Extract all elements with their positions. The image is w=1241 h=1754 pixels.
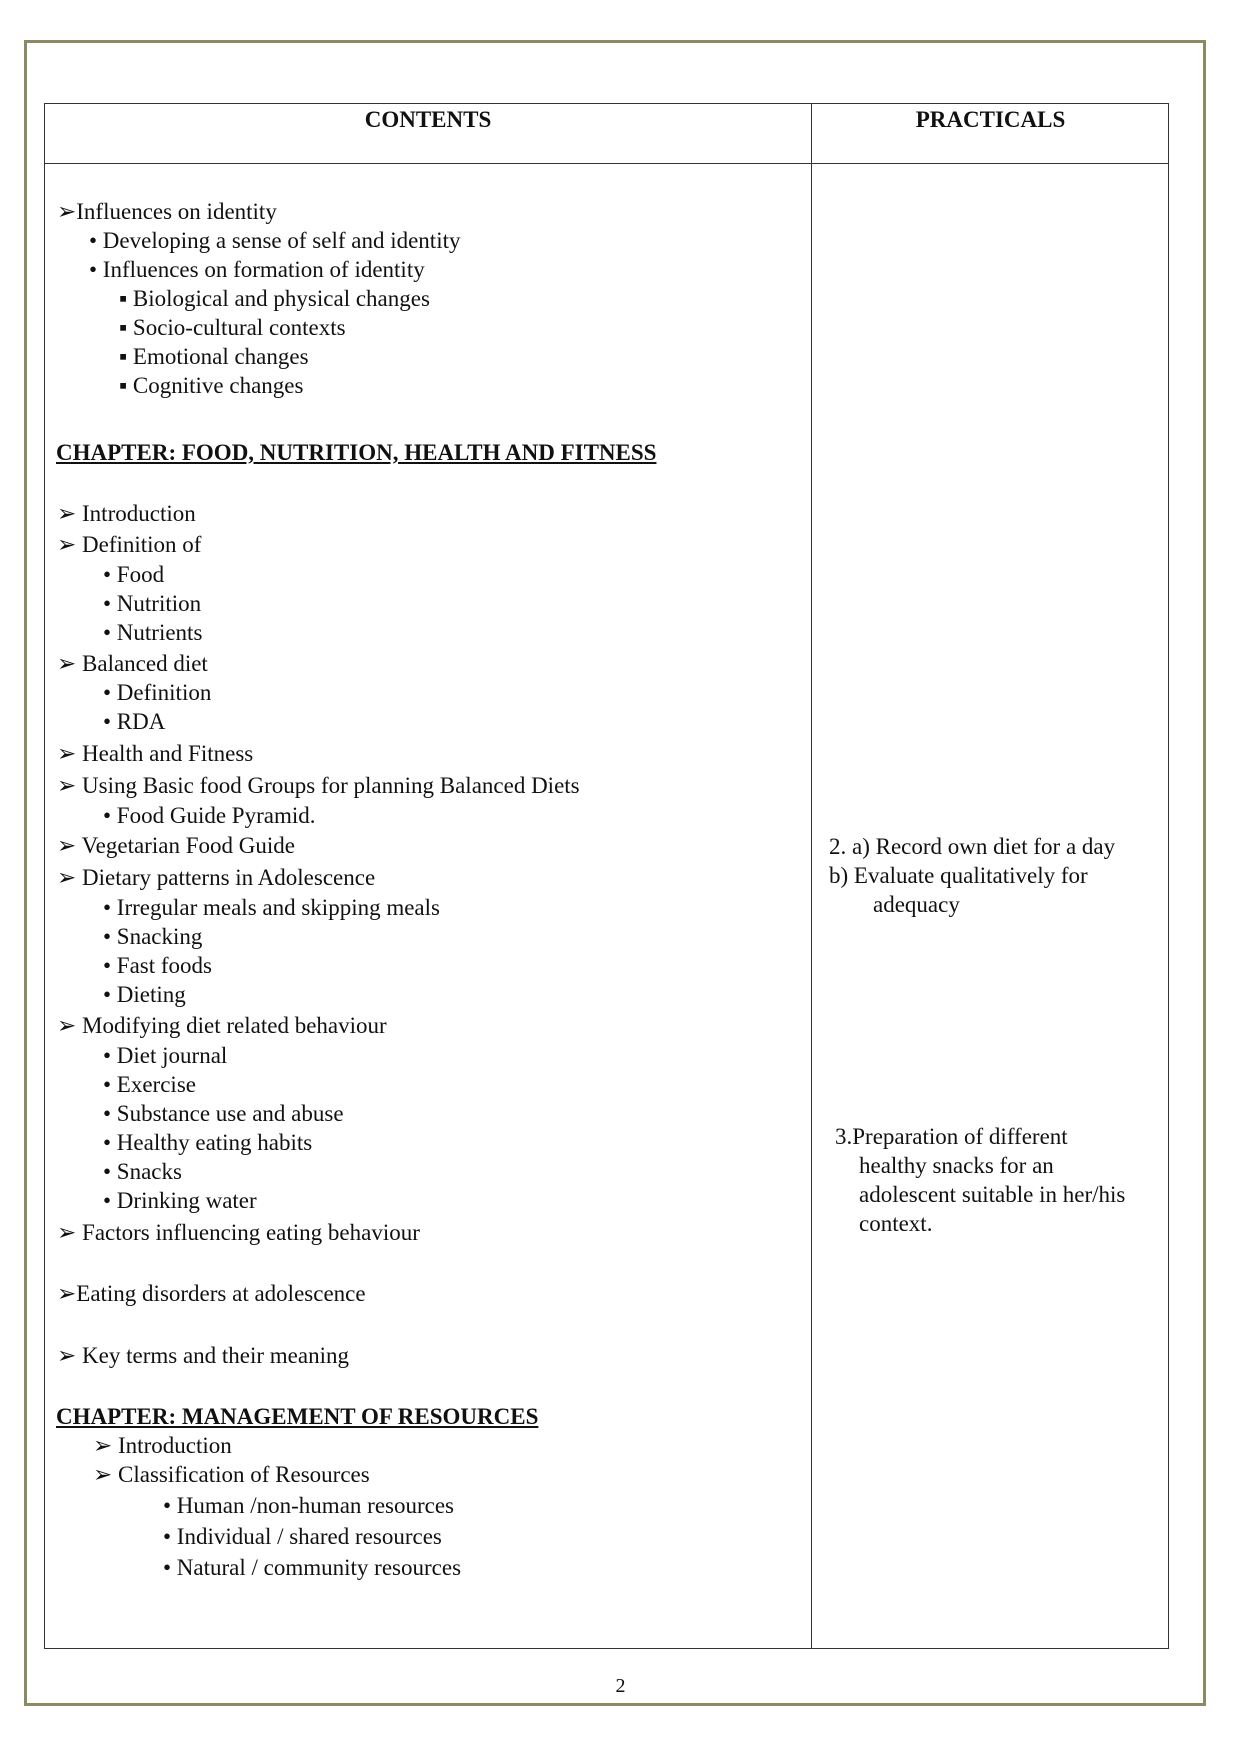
topic-item: ➢ Definition of	[57, 532, 202, 557]
topic-item: ➢ Balanced diet	[57, 651, 208, 676]
practical-3-line: healthy snacks for an	[859, 1153, 1054, 1178]
sub-item: • Healthy eating habits	[103, 1130, 313, 1155]
topic-item: ➢ Factors influencing eating behaviour	[57, 1220, 420, 1245]
sub-item: • Food	[103, 562, 165, 587]
sub-item: • Nutrition	[103, 591, 202, 616]
topic-item: ➢ Introduction	[57, 501, 196, 526]
topic-item: ➢ Key terms and their meaning	[57, 1343, 349, 1368]
topic-item: ➢ Using Basic food Groups for planning Balanced Diets	[57, 773, 580, 798]
practical-3-line: adolescent suitable in her/his	[859, 1182, 1126, 1207]
sub-item: • Human /non-human resources	[163, 1493, 455, 1518]
sub-item: • Definition	[103, 680, 212, 705]
sub-item: • Exercise	[103, 1072, 196, 1097]
identity-list-item: ▪ Cognitive changes	[119, 373, 304, 398]
column-divider	[811, 104, 812, 1648]
sub-item: • Snacking	[103, 924, 203, 949]
identity-sub-item: • Influences on formation of identity	[89, 257, 425, 282]
topic-item: ➢ Introduction	[93, 1433, 232, 1458]
sub-item: • Natural / community resources	[163, 1555, 462, 1580]
syllabus-table	[44, 103, 1169, 1649]
identity-list-item: ▪ Biological and physical changes	[119, 286, 430, 311]
practical-2-line: b) Evaluate qualitatively for	[829, 863, 1088, 888]
sub-item: • Individual / shared resources	[163, 1524, 442, 1549]
sub-item: • Substance use and abuse	[103, 1101, 344, 1126]
identity-list-item: ▪ Emotional changes	[119, 344, 309, 369]
contents-header: CONTENTS	[364, 107, 492, 132]
sub-item: • Drinking water	[103, 1188, 257, 1213]
topic-item: ➢ Classification of Resources	[93, 1462, 370, 1487]
practical-2-line: adequacy	[873, 892, 960, 917]
sub-item: • Food Guide Pyramid.	[103, 803, 316, 828]
identity-title: ➢Influences on identity	[57, 199, 277, 224]
topic-item: ➢Eating disorders at adolescence	[57, 1281, 366, 1306]
sub-item: • Snacks	[103, 1159, 182, 1184]
chapter-food-heading: CHAPTER: FOOD, NUTRITION, HEALTH AND FITNESS	[56, 440, 657, 465]
sub-item: • Dieting	[103, 982, 186, 1007]
topic-item: ➢ Health and Fitness	[57, 741, 254, 766]
practical-2-line: 2. a) Record own diet for a day	[829, 834, 1116, 859]
sub-item: • Fast foods	[103, 953, 213, 978]
topic-item: ➢ Dietary patterns in Adolescence	[57, 865, 376, 890]
page-number: 2	[615, 1675, 626, 1697]
practicals-header: PRACTICALS	[915, 107, 1066, 132]
topic-item: ➢ Modifying diet related behaviour	[57, 1013, 387, 1038]
practical-3-line: context.	[859, 1211, 933, 1236]
sub-item: • Irregular meals and skipping meals	[103, 895, 440, 920]
topic-item: ➢ Vegetarian Food Guide	[57, 833, 295, 858]
identity-sub-item: • Developing a sense of self and identity	[89, 228, 461, 253]
identity-list-item: ▪ Socio-cultural contexts	[119, 315, 346, 340]
practical-3-line: 3.Preparation of different	[835, 1124, 1068, 1149]
sub-item: • Diet journal	[103, 1043, 228, 1068]
sub-item: • Nutrients	[103, 620, 203, 645]
sub-item: • RDA	[103, 709, 166, 734]
chapter-resources-heading: CHAPTER: MANAGEMENT OF RESOURCES	[56, 1404, 539, 1429]
